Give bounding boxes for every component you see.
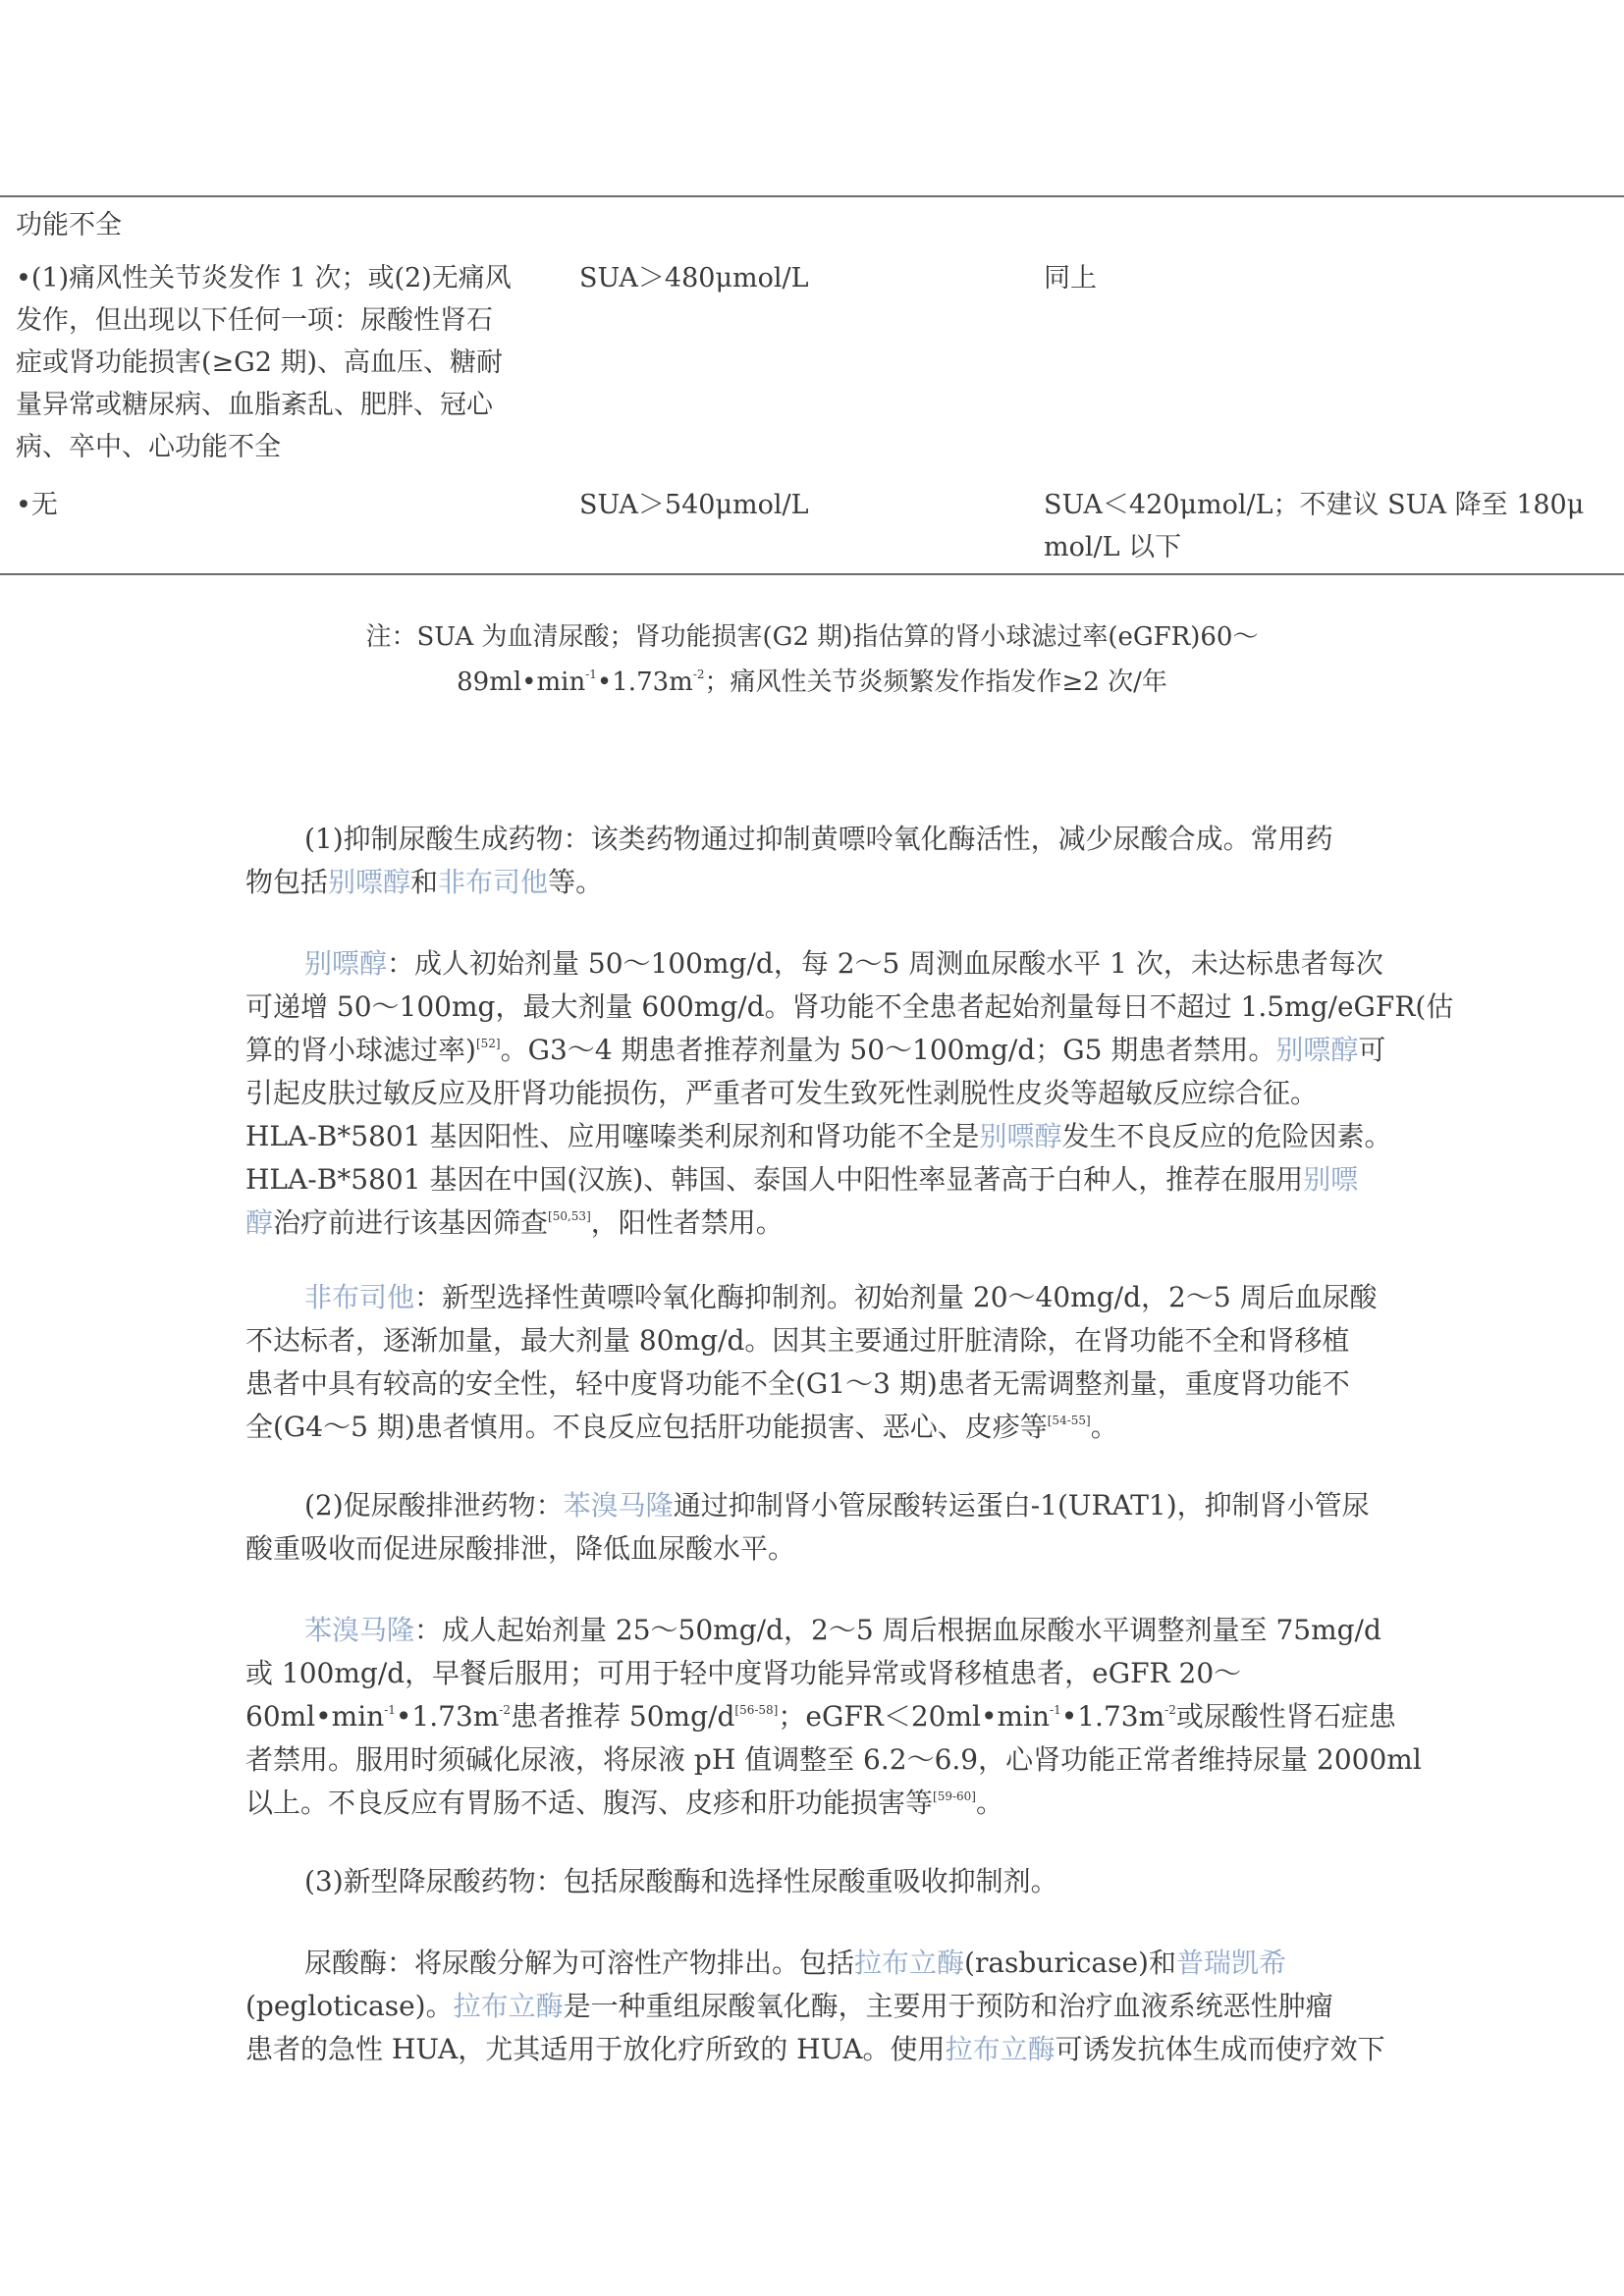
- text-span: ：成人起始剂量 25～50mg/d，2～5 周后根据血尿酸水平调整剂量至 75mg/d: [414, 1614, 1381, 1646]
- text-span: 治疗前进行该基因筛查: [273, 1206, 549, 1239]
- note-line-1: 注：SUA 为血清尿酸；肾功能损害(G2 期)指估算的肾小球滤过率(eGFR)60～: [365, 622, 1259, 652]
- drug-link-rasburicase[interactable]: 拉布立酶: [945, 2033, 1056, 2065]
- table-top-rule: [0, 195, 1624, 197]
- drug-link-rasburicase[interactable]: 拉布立酶: [453, 1990, 564, 2022]
- text-span: [245, 1158, 1384, 1201]
- table-row-1-threshold: [579, 257, 809, 299]
- text-span: HLA-B*5801 基因在中国(汉族)、韩国、泰国人中阳性率显著高于白种人，推荐在服用: [245, 1163, 1304, 1196]
- drug-link-allopurinol[interactable]: 别嘌醇: [328, 866, 411, 898]
- superscript: -1: [1050, 1703, 1061, 1717]
- text-span: •1.73m: [596, 667, 693, 697]
- table-note: [0, 614, 1624, 705]
- text-span: 算的肾小球滤过率): [245, 1034, 476, 1066]
- target-line: mol/L 以下: [1044, 532, 1182, 562]
- text-span: [245, 1201, 1384, 1245]
- note-line-2: [0, 660, 1624, 705]
- text-span: 或 100mg/d，早餐后服用；可用于轻中度肾功能异常或肾移植患者，eGFR 20～: [245, 1657, 1242, 1689]
- paragraph-allopurinol: [245, 942, 1454, 1245]
- text-span: ，阳性者禁用。: [590, 1206, 784, 1239]
- text-span: •1.73m: [1060, 1700, 1165, 1733]
- table-bottom-rule: [0, 573, 1624, 575]
- superscript: -2: [692, 667, 705, 681]
- text-span: 可: [1358, 1034, 1386, 1066]
- text-span: 89ml•min: [457, 667, 586, 697]
- paragraph-new-agents: [245, 1860, 1384, 1903]
- drug-link-allopurinol[interactable]: 醇: [245, 1206, 274, 1239]
- table-row-2-target: [1044, 484, 1584, 568]
- text-span: [245, 1484, 1384, 1527]
- text-span: (2)促尿酸排泄药物：: [304, 1489, 564, 1522]
- text-span: [245, 1695, 1396, 1738]
- text-span: 酸重吸收而促进尿酸排泄，降低血尿酸水平。: [245, 1532, 796, 1565]
- table-row-2-threshold: [579, 484, 809, 526]
- text-span: 60ml•min: [245, 1700, 385, 1733]
- drug-link-febuxostat[interactable]: 非布司他: [304, 1281, 415, 1313]
- text-span: 者禁用。服用时须碱化尿液，将尿液 pH 值调整至 6.2～6.9，心肾功能正常者维持尿量 2000ml: [245, 1743, 1422, 1776]
- drug-link-rasburicase[interactable]: 拉布立酶: [854, 1947, 965, 1979]
- text-span: 患者中具有较高的安全性，轻中度肾功能不全(G1～3 期)患者无需调整剂量，重度肾功能不: [245, 1367, 1350, 1400]
- target-line: SUA＜420μmol/L；不建议 SUA 降至 180μ: [1044, 490, 1585, 520]
- text-span: ：新型选择性黄嘌呤氧化酶抑制剂。初始剂量 20～40mg/d，2～5 周后血尿酸: [414, 1281, 1378, 1313]
- text-span: [245, 1406, 1384, 1449]
- text-span: 可递增 50～100mg，最大剂量 600mg/d。肾功能不全患者起始剂量每日不超过 1.5mg/eGFR(估: [245, 990, 1454, 1023]
- text-span: 是一种重组尿酸氧化酶，主要用于预防和治疗血液系统恶性肿瘤: [563, 1990, 1333, 2022]
- condition-line: 症或肾功能损害(≥G2 期)、高血压、糖耐: [16, 347, 504, 378]
- table-continued-cell: [16, 204, 122, 246]
- text-span: 等。: [548, 866, 604, 898]
- condition-line: 量异常或糖尿病、血脂紊乱、肥胖、冠心: [16, 390, 493, 420]
- text-span: [245, 1029, 1384, 1072]
- text-span: 引起皮肤过敏反应及肝肾功能损伤，严重者可发生致死性剥脱性皮炎等超敏反应综合征。: [245, 1077, 1319, 1109]
- drug-link-pegloticase[interactable]: 普瑞凯希: [1175, 1947, 1286, 1979]
- text-span: [245, 1782, 1384, 1825]
- text-span: •1.73m: [395, 1700, 500, 1733]
- paragraph-benzbromarone: [245, 1609, 1422, 1825]
- text-span: (pegloticase)。: [245, 1990, 454, 2022]
- target-value: 同上: [1044, 263, 1097, 294]
- drug-link-benzbromarone[interactable]: 苯溴马隆: [563, 1489, 674, 1522]
- text-span: 尿酸酶：将尿酸分解为可溶性产物排出。包括: [304, 1947, 855, 1979]
- threshold-value: SUA＞540μmol/L: [579, 490, 809, 520]
- text-span: [245, 942, 1384, 986]
- text-span: [245, 1985, 1384, 2028]
- text-span: ；痛风性关节炎频繁发作指发作≥2 次/年: [704, 667, 1167, 697]
- drug-link-febuxostat[interactable]: 非布司他: [438, 866, 549, 898]
- text-span: HLA-B*5801 基因阳性、应用噻嗪类利尿剂和肾功能不全是: [245, 1120, 980, 1152]
- text-span: [245, 861, 1384, 904]
- table-row-1-target: [1044, 257, 1097, 299]
- table-row-1-condition: [16, 257, 566, 468]
- citation[interactable]: [54-55]: [1047, 1414, 1091, 1427]
- text-span: (rasburicase)和: [964, 1947, 1176, 1979]
- text-span: ；eGFR＜20ml•min: [778, 1700, 1051, 1733]
- text-span: [245, 1276, 1384, 1319]
- text-span: 通过抑制肾小管尿酸转运蛋白-1(URAT1)，抑制肾小管尿: [673, 1489, 1370, 1522]
- citation[interactable]: [52]: [475, 1037, 501, 1050]
- superscript: -1: [384, 1703, 396, 1717]
- text-span: 物包括: [245, 866, 329, 898]
- text-span: 患者的急性 HUA，尤其适用于放化疗所致的 HUA。使用: [245, 2033, 946, 2065]
- text-span: 全(G4～5 期)患者慎用。不良反应包括肝功能损害、恶心、皮疹等: [245, 1411, 1048, 1443]
- paragraph-xanthine-oxidase-inhibitors: [245, 818, 1384, 904]
- superscript: -1: [585, 667, 597, 681]
- condition-line: 发作，但出现以下任何一项：尿酸性肾石: [16, 305, 493, 336]
- text-span: 和: [410, 866, 439, 898]
- drug-link-benzbromarone[interactable]: 苯溴马隆: [304, 1614, 415, 1646]
- table-row-2-condition: [16, 484, 58, 526]
- condition-line: •(1)痛风性关节炎发作 1 次；或(2)无痛风: [16, 263, 512, 294]
- table-continued-label: 功能不全: [16, 210, 122, 240]
- drug-link-allopurinol[interactable]: 别嘌: [1303, 1163, 1359, 1196]
- text-span: 。G3～4 期患者推荐剂量为 50～100mg/d；G5 期患者禁用。: [500, 1034, 1276, 1066]
- text-span: [245, 1942, 1384, 1985]
- text-span: 患者推荐 50mg/d: [511, 1700, 735, 1733]
- text-span: 。: [975, 1787, 1003, 1819]
- text-span: [245, 1115, 1392, 1158]
- text-span: 以上。不良反应有胃肠不适、腹泻、皮疹和肝功能损害等: [245, 1787, 934, 1819]
- text-span: 发生不良反应的危险因素。: [1061, 1120, 1392, 1152]
- text-span: 或尿酸性肾石症患: [1175, 1700, 1396, 1733]
- paragraph-uricase: [245, 1942, 1384, 2071]
- text-span: 可诱发抗体生成而使疗效下: [1055, 2033, 1385, 2065]
- drug-link-allopurinol[interactable]: 别嘌醇: [304, 947, 388, 980]
- citation[interactable]: [50,53]: [548, 1209, 591, 1223]
- drug-link-allopurinol[interactable]: 别嘌醇: [979, 1120, 1062, 1152]
- text-span: ：成人初始剂量 50～100mg/d，每 2～5 周测血尿酸水平 1 次，未达标患者每次: [387, 947, 1383, 980]
- paragraph-febuxostat: [245, 1276, 1384, 1449]
- threshold-value: SUA＞480μmol/L: [579, 263, 809, 294]
- text-span: (3)新型降尿酸药物：包括尿酸酶和选择性尿酸重吸收抑制剂。: [304, 1865, 1058, 1897]
- superscript: -2: [499, 1703, 512, 1717]
- superscript: -2: [1164, 1703, 1176, 1717]
- condition-line: 病、卒中、心功能不全: [16, 432, 281, 462]
- citation[interactable]: [59-60]: [933, 1789, 976, 1803]
- text-span: [245, 1609, 1384, 1652]
- text-span: 。: [1090, 1411, 1118, 1443]
- text-span: 不达标者，逐渐加量，最大剂量 80mg/d。因其主要通过肝脏清除，在肾功能不全和肾移植: [245, 1324, 1350, 1357]
- citation[interactable]: [56-58]: [734, 1703, 779, 1717]
- paragraph-uricosurics: [245, 1484, 1384, 1571]
- drug-link-allopurinol[interactable]: 别嘌醇: [1275, 1034, 1359, 1066]
- text-span: [245, 2028, 1384, 2071]
- text-span: (1)抑制尿酸生成药物：该类药物通过抑制黄嘌呤氧化酶活性，减少尿酸合成。常用药: [304, 823, 1333, 855]
- condition-line: •无: [16, 490, 58, 520]
